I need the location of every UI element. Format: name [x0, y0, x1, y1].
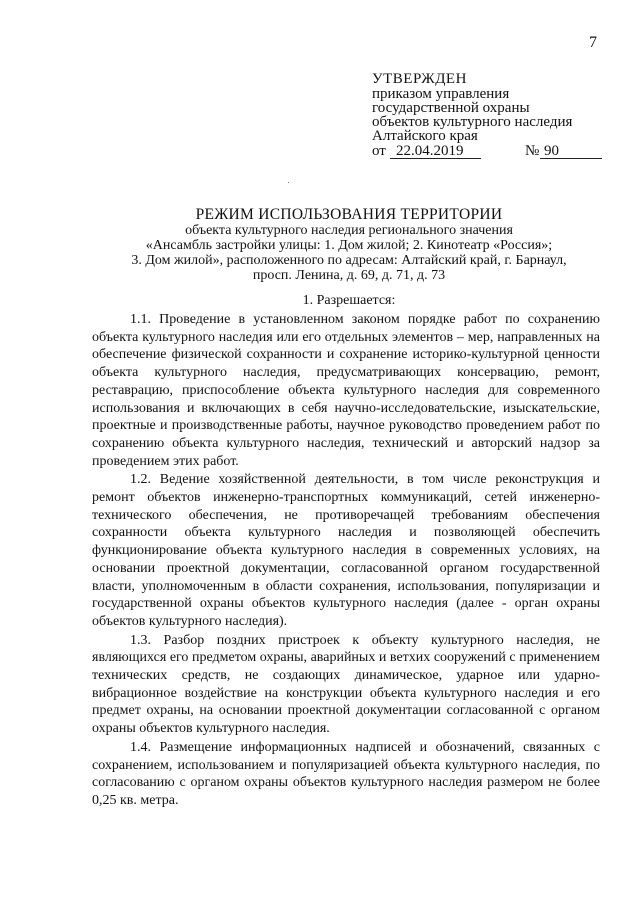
section-title: 1. Разрешается:: [302, 293, 396, 308]
document-title: [92, 206, 606, 283]
approval-line: государственной охраны: [372, 100, 530, 116]
paragraph: 1.3. Разбор поздних пристроек к объекту культурного наследия, не являющихся его предметом охраны, аварийных и ветхих сооружений с применением технических средств, не создающих динамическое, ударное или ударно-вибрационное воздействие на конструкции объекта культурного наследия и его предмет охраны, на основании проектной документации согласованной с органом охраны объектов культурного наследия.: [92, 632, 600, 737]
paragraph: 1.4. Размещение информационных надписей и обозначений, связанных с сохранением, использованием и популяризацией объекта культурного наследия, по согласованию с органом охраны объектов культурного наследия размером не более 0,25 кв. метра.: [92, 739, 600, 808]
number-prefix: №: [525, 143, 540, 159]
approval-heading: УТВЕРЖДЕН: [372, 71, 467, 87]
paragraph: 1.1. Проведение в установленном законом порядке работ по сохранению объекта культурного наследия или его отдельных элементов – мер, направленных на обеспечение физической сохранности и сохранение историко-культурной ценности объекта культурного наследия, предусматривающих консервацию, ремонт, реставрацию, приспособление объекта культурного наследия для современного использования и включающих в себя научно-исследовательские, изыскательские, проектные и производственные работы, научное руководство проведением работ по сохранению объекта культурного наследия, технический и авторский надзор за проведением этих работ.: [92, 312, 600, 469]
title-line: просп. Ленина, д. 69, д. 71, д. 73: [252, 268, 446, 283]
approval-number: 90: [540, 144, 602, 159]
approval-stamp: [372, 72, 572, 160]
approval-date-line: [372, 144, 572, 160]
approval-line: Алтайского края: [372, 128, 478, 144]
title-line: объекта культурного наследия регионального значения: [185, 223, 513, 238]
main-title: РЕЖИМ ИСПОЛЬЗОВАНИЯ ТЕРРИТОРИИ: [195, 206, 503, 223]
page-number: 7: [589, 34, 597, 51]
title-line: «Ансамбль застройки улицы: 1. Дом жилой; 2. Кинотеатр «Россия»;: [145, 238, 553, 253]
title-line: 3. Дом жилой», расположенного по адресам: Алтайский край, г. Барнаул,: [131, 253, 567, 268]
approval-line: объектов культурного наследия: [372, 114, 573, 130]
date-prefix: от: [372, 143, 386, 159]
scan-speck: [288, 182, 289, 183]
approval-date: 22.04.2019: [390, 144, 481, 159]
section-body: [92, 311, 600, 810]
approval-line: приказом управления: [372, 86, 510, 102]
paragraph: 1.2. Ведение хозяйственной деятельности, в том числе реконструкция и ремонт объектов инженерно-транспортных коммуникаций, сетей инженерно-технического обеспечения, не противоречащей требованиям обеспечения сохранности объекта культурного наследия и позволяющей обеспечить функционирование объекта культурного наследия в современных условиях, на основании проектной документации, согласованной органом государственной власти, уполномоченным в области сохранения, использования, популяризации и государственной охраны объектов культурного наследия (далее - орган охраны объектов культурного наследия).: [92, 472, 600, 629]
